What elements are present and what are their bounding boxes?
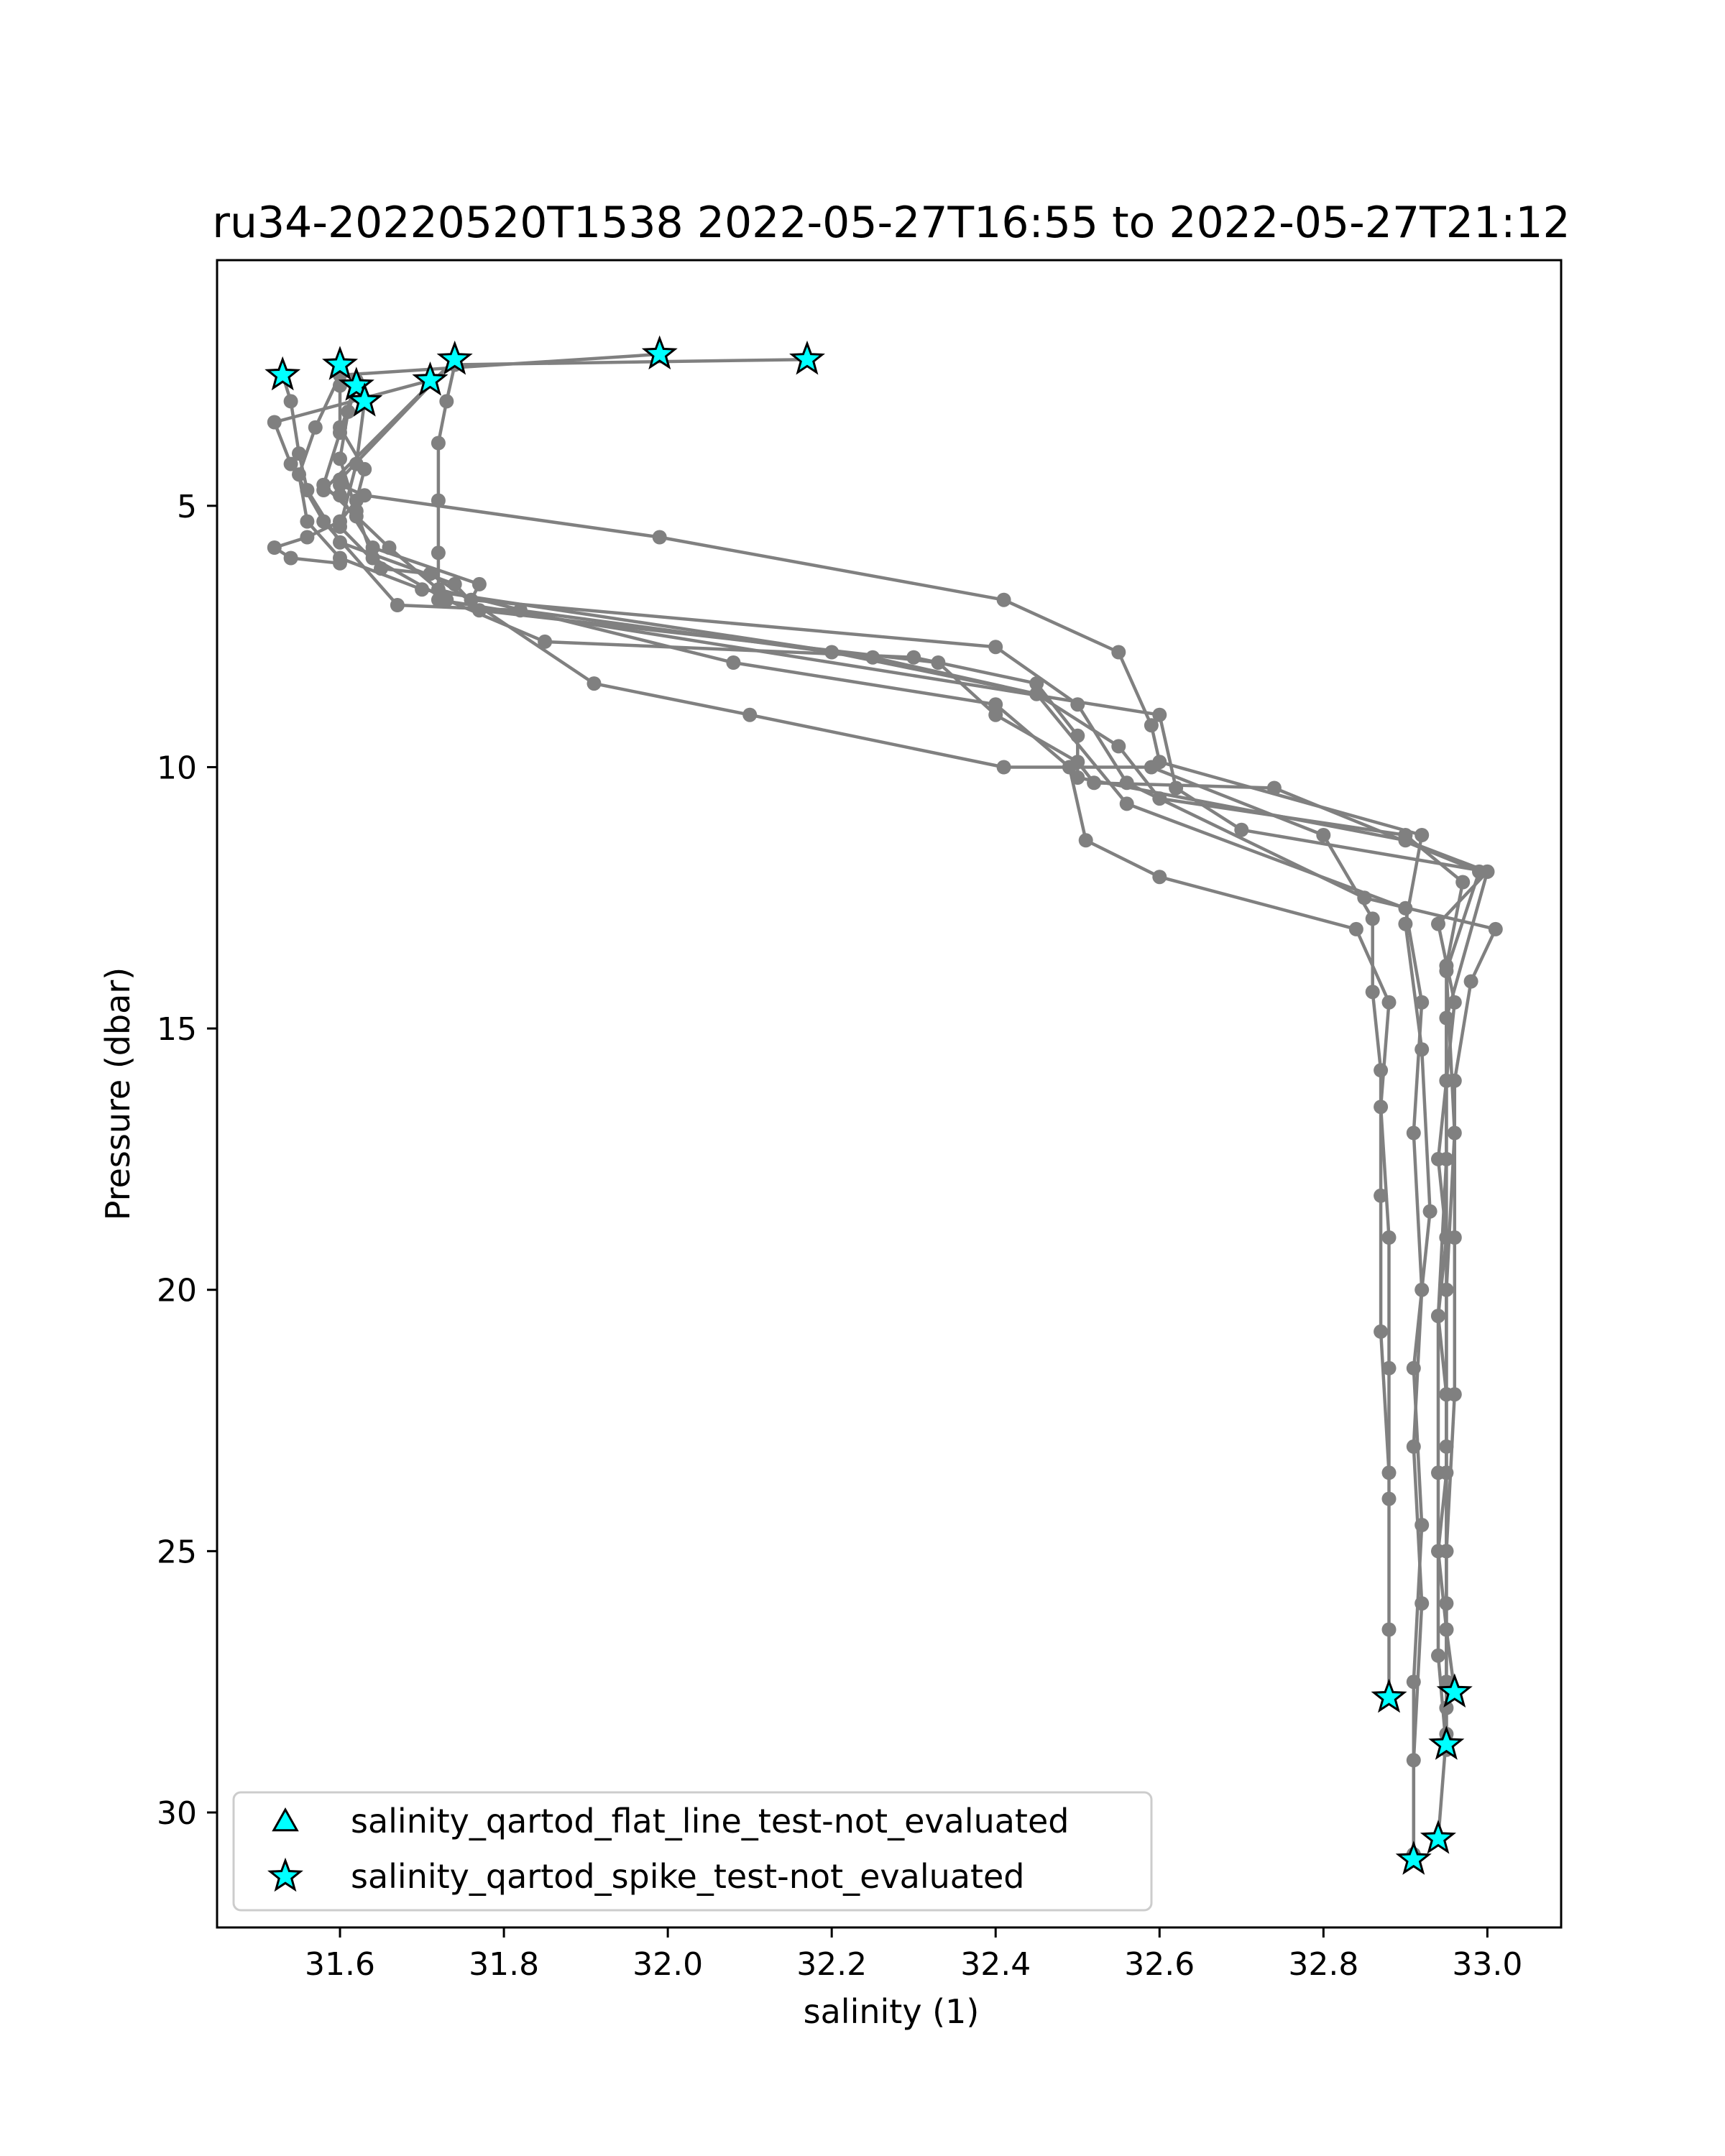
data-point xyxy=(1316,828,1330,842)
x-tick-label: 31.6 xyxy=(305,1946,376,1983)
data-point xyxy=(366,540,380,555)
data-point xyxy=(906,650,921,665)
x-axis-label: salinity (1) xyxy=(803,1992,980,2031)
data-point xyxy=(1448,1387,1462,1401)
data-point xyxy=(1414,1042,1429,1056)
data-point xyxy=(464,593,479,607)
data-point xyxy=(267,540,282,555)
data-point xyxy=(423,566,438,581)
data-point xyxy=(1439,1439,1453,1454)
legend-label-spike: salinity_qartod_spike_test-not_evaluated xyxy=(351,1857,1025,1896)
data-point xyxy=(1382,995,1397,1010)
data-point xyxy=(1120,775,1134,790)
chart-title: ru34-20220520T1538 2022-05-27T16:55 to 2022-05-27T21:12 xyxy=(212,198,1570,248)
data-point xyxy=(1374,1100,1388,1114)
data-point xyxy=(316,515,331,529)
data-point xyxy=(726,655,740,670)
data-point xyxy=(1464,975,1478,989)
data-point xyxy=(1144,718,1159,732)
data-point xyxy=(267,415,282,430)
data-point xyxy=(1439,1544,1453,1558)
data-point xyxy=(1029,687,1044,701)
data-point xyxy=(988,640,1003,654)
y-tick-label: 15 xyxy=(157,1011,197,1049)
data-point xyxy=(431,545,446,560)
data-point xyxy=(1431,1649,1445,1663)
data-point xyxy=(1382,1361,1397,1376)
data-point xyxy=(333,535,347,550)
data-point xyxy=(997,593,1011,607)
data-point xyxy=(1374,1063,1388,1077)
data-point xyxy=(1111,645,1126,660)
data-point xyxy=(300,483,314,497)
data-point xyxy=(1087,775,1101,790)
data-point xyxy=(1374,1325,1388,1339)
x-tick-label: 32.2 xyxy=(796,1946,868,1983)
data-point xyxy=(1398,833,1412,847)
data-point xyxy=(1070,697,1085,711)
data-point xyxy=(341,405,355,419)
data-point xyxy=(587,676,602,691)
data-point xyxy=(333,556,347,571)
data-point xyxy=(431,436,446,451)
data-point xyxy=(1120,796,1134,811)
data-point xyxy=(1407,1439,1421,1454)
data-point xyxy=(1480,865,1494,879)
data-point xyxy=(300,530,314,545)
data-point xyxy=(284,394,298,408)
data-point xyxy=(1431,917,1445,931)
data-point xyxy=(653,530,667,545)
x-tick-label: 31.8 xyxy=(469,1946,540,1983)
data-point xyxy=(1366,985,1380,999)
legend-label-flat-line: salinity_qartod_flat_line_test-not_evaluated xyxy=(351,1802,1070,1841)
data-point xyxy=(931,655,945,670)
y-tick-label: 25 xyxy=(157,1534,197,1571)
data-point xyxy=(1414,828,1429,842)
data-point xyxy=(1382,1465,1397,1480)
data-point xyxy=(1455,875,1470,890)
data-point xyxy=(1407,1361,1421,1376)
data-point xyxy=(1070,729,1085,743)
data-point xyxy=(333,420,347,435)
data-point xyxy=(1423,1204,1438,1219)
data-point xyxy=(349,494,364,508)
x-tick-label: 32.0 xyxy=(632,1946,704,1983)
data-point xyxy=(1439,1011,1453,1026)
data-point xyxy=(1169,781,1183,796)
data-point xyxy=(333,451,347,466)
data-point xyxy=(1382,1492,1397,1506)
data-point xyxy=(997,760,1011,775)
data-point xyxy=(333,515,347,529)
data-point xyxy=(308,420,323,435)
x-tick-label: 32.4 xyxy=(960,1946,1031,1983)
y-tick-label: 30 xyxy=(157,1795,197,1832)
data-point xyxy=(1448,995,1462,1010)
data-point xyxy=(1398,901,1412,916)
data-point xyxy=(1152,755,1167,769)
data-point xyxy=(1431,1465,1445,1480)
data-point xyxy=(431,582,446,596)
data-point xyxy=(1152,791,1167,806)
data-point xyxy=(1448,1230,1462,1245)
data-point xyxy=(1374,1189,1388,1203)
data-point xyxy=(1079,833,1093,847)
data-point xyxy=(1439,1283,1453,1297)
data-point xyxy=(316,483,331,497)
data-point xyxy=(415,582,429,596)
y-tick-label: 10 xyxy=(157,750,197,787)
data-point xyxy=(1357,890,1371,905)
data-point xyxy=(1439,1623,1453,1637)
x-tick-label: 32.8 xyxy=(1288,1946,1359,1983)
data-point xyxy=(1448,1074,1462,1088)
data-point xyxy=(431,494,446,508)
data-point xyxy=(1382,1230,1397,1245)
data-point xyxy=(1414,1283,1429,1297)
data-point xyxy=(374,561,388,576)
data-point xyxy=(1398,917,1412,931)
data-point xyxy=(1407,1674,1421,1689)
data-point xyxy=(284,551,298,566)
data-point xyxy=(988,697,1003,711)
data-point xyxy=(1414,1518,1429,1532)
x-tick-label: 33.0 xyxy=(1452,1946,1523,1983)
data-point xyxy=(1349,922,1363,936)
data-point xyxy=(824,645,839,660)
data-point xyxy=(1382,1623,1397,1637)
data-point xyxy=(1267,781,1282,796)
data-point xyxy=(742,708,757,722)
data-point xyxy=(1111,739,1126,753)
data-point xyxy=(538,635,552,649)
data-point xyxy=(865,650,880,665)
y-tick-label: 20 xyxy=(157,1272,197,1309)
data-point xyxy=(1489,922,1503,936)
data-point xyxy=(1407,1753,1421,1767)
data-point xyxy=(357,462,372,476)
data-point xyxy=(448,577,462,591)
data-point xyxy=(1414,995,1429,1010)
x-tick-label: 32.6 xyxy=(1124,1946,1195,1983)
data-point xyxy=(300,515,314,529)
y-tick-label: 5 xyxy=(177,488,197,525)
data-point xyxy=(1234,823,1248,837)
data-point xyxy=(1431,1309,1445,1323)
y-axis-label: Pressure (dbar) xyxy=(98,967,137,1221)
data-point xyxy=(1062,760,1077,775)
data-point xyxy=(1366,911,1380,926)
data-point xyxy=(1407,1126,1421,1141)
data-point xyxy=(513,603,528,617)
data-point xyxy=(390,598,405,612)
data-point xyxy=(333,478,347,492)
data-point xyxy=(382,540,397,555)
data-point xyxy=(1439,1596,1453,1611)
data-point xyxy=(1439,1152,1453,1166)
data-point xyxy=(472,577,487,591)
data-point xyxy=(439,394,454,408)
data-point xyxy=(1448,1126,1462,1141)
data-point xyxy=(1152,870,1167,884)
data-point xyxy=(1439,964,1453,978)
data-point xyxy=(284,457,298,471)
data-point xyxy=(1414,1596,1429,1611)
data-point xyxy=(349,509,364,523)
legend xyxy=(234,1792,1151,1910)
